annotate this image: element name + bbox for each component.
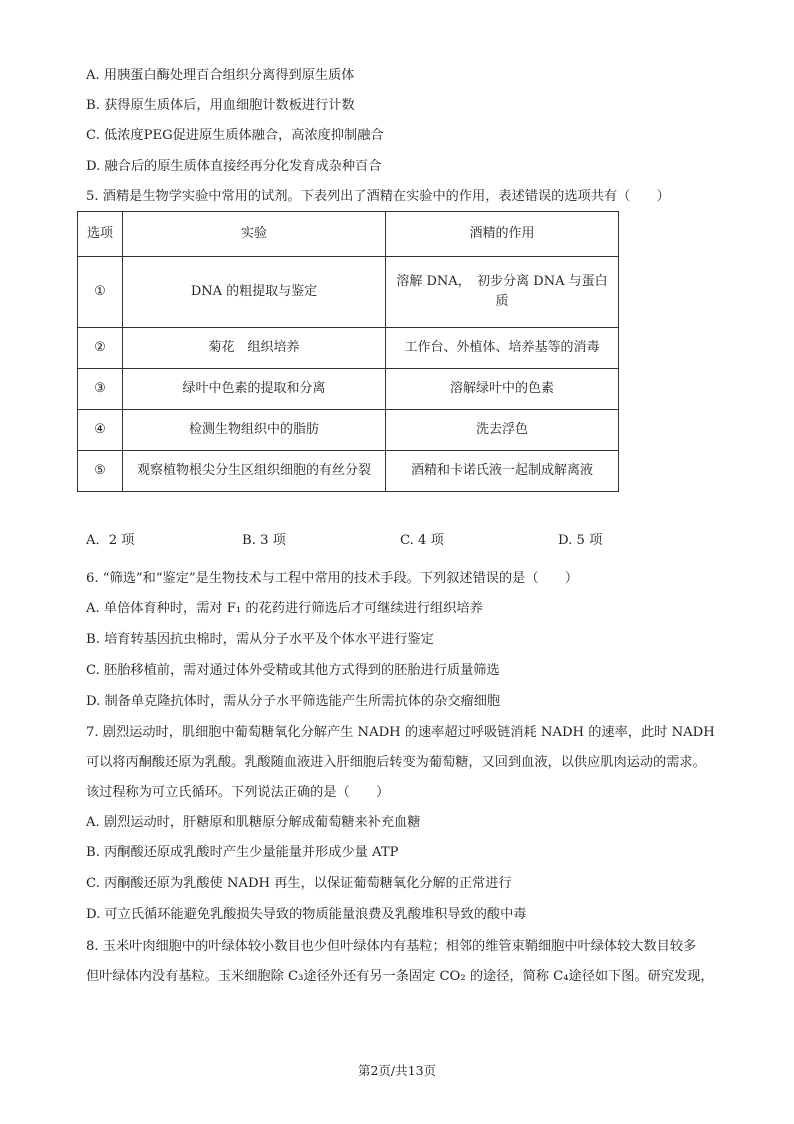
table-cell-experiment: DNA 的粗提取与鉴定 [123,257,386,328]
q5-choice-b: B. 3 项 [242,533,286,548]
q5-stem: 5. 酒精是生物学实验中常用的试剂。下表列出了酒精在实验中的作用，表述错误的选项共有（ ） [86,189,670,204]
q7-stem-line-2: 可以将丙酮酸还原为乳酸。乳酸随血液进入肝细胞后转变为葡萄糖，又回到血液，以供应肌肉运动的需求。 [86,755,706,770]
page-number: 第2页/共13页 [357,1063,437,1078]
q8-stem-line-1: 8. 玉米叶肉细胞中的叶绿体较小数目也少但叶绿体内有基粒；相邻的维管束鞘细胞中叶绿体较大数目较多 [86,939,697,954]
table-cell-experiment: 观察植物根尖分生区组织细胞的有丝分裂 [123,451,386,492]
table-cell-alcohol-role: 溶解 DNA， 初步分离 DNA 与蛋白质 [386,257,619,328]
table-cell-option: ④ [78,410,123,451]
q4-option-a: A. 用胰蛋白酶处理百合组织分离得到原生质体 [86,68,355,83]
q7-option-d: D. 可立氏循环能避免乳酸损失导致的物质能量浪费及乳酸堆积导致的酸中毒 [86,907,527,922]
table-cell-option: ③ [78,369,123,410]
q6-option-b: B. 培育转基因抗虫棉时，需从分子水平及个体水平进行鉴定 [86,632,434,647]
q7-stem-line-1: 7. 剧烈运动时，肌细胞中葡萄糖氧化分解产生 NADH 的速率超过呼吸链消耗 NADH 的速率，此时 NADH [86,725,715,740]
q5-choice-c: C. 4 项 [400,533,444,548]
q5-choice-a: A．2 项 [86,533,135,548]
q5-table [77,211,619,492]
table-row [78,410,619,451]
q4-option-c: C. 低浓度PEG促进原生质体融合，高浓度抑制融合 [86,128,384,143]
table-header-experiment: 实验 [123,212,386,257]
q6-option-a: A. 单倍体育种时，需对 F₁ 的花药进行筛选后才可继续进行组织培养 [86,601,483,616]
table-cell-alcohol-role: 洗去浮色 [386,410,619,451]
q6-option-c: C. 胚胎移植前，需对通过体外受精或其他方式得到的胚胎进行质量筛选 [86,663,500,678]
table-cell-alcohol-role: 溶解绿叶中的色素 [386,369,619,410]
q4-option-d: D. 融合后的原生质体直接经再分化发育成杂种百合 [86,159,382,174]
table-cell-option: ⑤ [78,451,123,492]
q5-choice-d: D. 5 项 [558,533,603,548]
table-row [78,451,619,492]
table-cell-option: ② [78,328,123,369]
table-header-option: 选项 [78,212,123,257]
q8-stem-line-2: 但叶绿体内没有基粒。玉米细胞除 C₃途径外还有另一条固定 CO₂ 的途径，简称 C₄途径如下图。研究发现， [86,969,714,984]
table-row [78,328,619,369]
q7-option-b: B. 丙酮酸还原成乳酸时产生少量能量并形成少量 ATP [86,845,399,860]
table-cell-option: ① [78,257,123,328]
q6-stem: 6. “筛选”和“鉴定”是生物技术与工程中常用的技术手段。下列叙述错误的是（ ） [86,571,579,586]
table-header-row [78,212,619,257]
table-cell-experiment: 菊花 组织培养 [123,328,386,369]
table-cell-alcohol-role: 工作台、外植体、培养基等的消毒 [386,328,619,369]
table-row [78,369,619,410]
table-row [78,257,619,328]
table-cell-alcohol-role: 酒精和卡诺氏液一起制成解离液 [386,451,619,492]
q7-option-a: A. 剧烈运动时，肝糖原和肌糖原分解成葡萄糖来补充血糖 [86,815,421,830]
q4-option-b: B. 获得原生质体后，用血细胞计数板进行计数 [86,98,355,113]
table-cell-experiment: 绿叶中色素的提取和分离 [123,369,386,410]
q7-stem-line-3: 该过程称为可立氏循环。下列说法正确的是（ ） [86,785,390,800]
q6-option-d: D. 制备单克隆抗体时，需从分子水平筛选能产生所需抗体的杂交瘤细胞 [86,694,501,709]
table-cell-experiment: 检测生物组织中的脂肪 [123,410,386,451]
q7-option-c: C. 丙酮酸还原为乳酸使 NADH 再生，以保证葡萄糖氧化分解的正常进行 [86,876,512,891]
table-header-alcohol-role: 酒精的作用 [386,212,619,257]
q5-choices [86,529,646,549]
